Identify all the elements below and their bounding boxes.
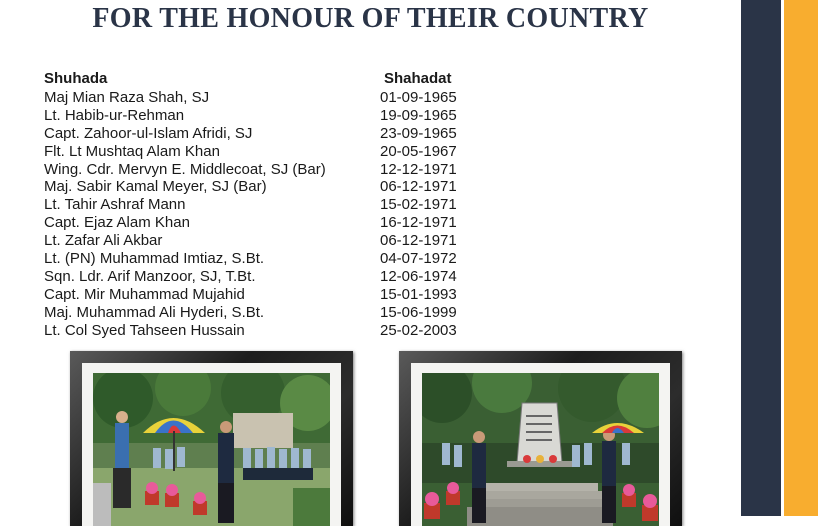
shaheed-name: Flt. Lt Mushtaq Alam Khan xyxy=(44,142,220,160)
shahadat-date: 01-09-1965 xyxy=(380,89,457,106)
shaheed-name: Lt. Tahir Ashraf Mann xyxy=(44,196,186,214)
shahadat-header: Shahadat xyxy=(384,70,452,87)
shahadat-date: 15-02-1971 xyxy=(380,196,457,214)
gold-side-stripe xyxy=(784,0,818,516)
shaheed-name: Capt. Mir Muhammad Mujahid xyxy=(44,285,245,303)
shaheed-name: Maj. Sabir Kamal Meyer, SJ (Bar) xyxy=(44,178,267,196)
shaheed-name: Lt. Col Syed Tahseen Hussain xyxy=(44,321,245,339)
shahadat-date: 23-09-1965 xyxy=(380,124,457,142)
shahadat-date: 20-05-1967 xyxy=(380,142,457,160)
shuhada-header: Shuhada xyxy=(44,70,108,87)
shaheed-name: Capt. Ejaz Alam Khan xyxy=(44,214,190,232)
ceremony-photo-frame-left xyxy=(70,351,353,526)
shaheed-name: Lt. Habib-ur-Rehman xyxy=(44,106,185,124)
shaheed-name: Capt. Zahoor-ul-Islam Afridi, SJ xyxy=(44,124,253,142)
photo-mat xyxy=(82,363,341,526)
shaheed-name: Maj Mian Raza Shah, SJ xyxy=(44,89,210,106)
shahadat-date: 15-01-1993 xyxy=(380,285,457,303)
photo-mat xyxy=(411,363,670,526)
shahadat-date: 12-06-1974 xyxy=(380,267,457,285)
shahadat-date: 06-12-1971 xyxy=(380,232,457,250)
page-title: FOR THE HONOUR OF THEIR COUNTRY xyxy=(92,3,649,34)
ceremony-photo-frame-right xyxy=(399,351,682,526)
shahadat-date: 12-12-1971 xyxy=(380,160,457,178)
shahadat-date: 16-12-1971 xyxy=(380,214,457,232)
shahadat-date: 25-02-2003 xyxy=(380,321,457,339)
shaheed-name: Lt. Zafar Ali Akbar xyxy=(44,232,163,250)
ceremony-photo-left xyxy=(93,373,330,526)
ceremony-photo-right xyxy=(422,373,659,526)
shaheed-name: Lt. (PN) Muhammad Imtiaz, S.Bt. xyxy=(44,250,265,268)
navy-side-stripe xyxy=(741,0,781,516)
shahadat-date: 06-12-1971 xyxy=(380,178,457,196)
shahadat-date: 19-09-1965 xyxy=(380,106,457,124)
shahadat-date: 15-06-1999 xyxy=(380,303,457,321)
shaheed-name: Sqn. Ldr. Arif Manzoor, SJ, T.Bt. xyxy=(44,267,256,285)
shahadat-date: 04-07-1972 xyxy=(380,250,457,268)
shaheed-name: Wing. Cdr. Mervyn E. Middlecoat, SJ (Bar) xyxy=(44,160,326,178)
shaheed-name: Maj. Muhammad Ali Hyderi, S.Bt. xyxy=(44,303,265,321)
